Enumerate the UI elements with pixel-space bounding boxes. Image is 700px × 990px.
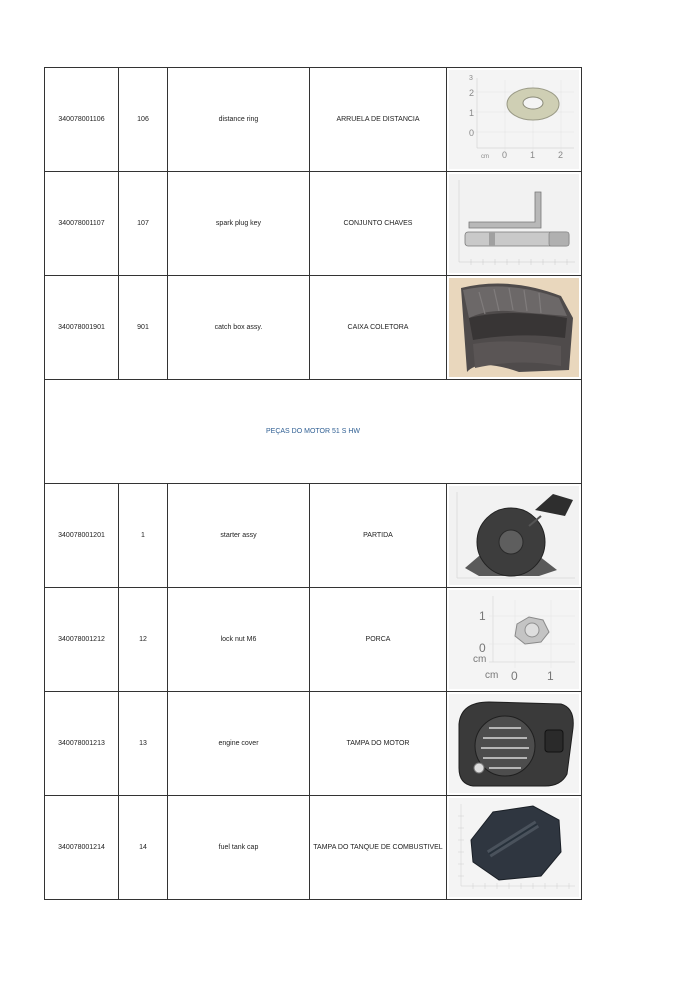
part-code: 340078001901 [45,276,119,380]
position-number: 14 [119,796,168,900]
grass-catcher-photo [449,278,579,377]
description-pt: PARTIDA [310,484,447,588]
position-number: 12 [119,588,168,692]
scale-tick: 0 [502,150,508,160]
washer-photo [449,70,579,169]
fuel-cap-photo [449,798,579,897]
description-pt: PORCA [310,588,447,692]
scale-tick: 0 [479,641,486,655]
scale-tick: 3 [469,75,473,82]
position-number: 901 [119,276,168,380]
recoil-starter-photo [449,486,579,585]
description-pt: TAMPA DO TANQUE DE COMBUSTIVEL [310,796,447,900]
table-row [45,68,582,172]
scale-tick: 1 [479,609,486,623]
part-image-cell [447,588,582,692]
part-code: 340078001107 [45,172,119,276]
part-image-cell [447,796,582,900]
part-code: 340078001214 [45,796,119,900]
description-pt: ARRUELA DE DISTANCIA [310,68,447,172]
table-row [45,276,582,380]
description-en: fuel tank cap [168,796,310,900]
scale-tick: 2 [558,150,564,160]
lock-nut-photo [449,590,579,689]
position-number: 106 [119,68,168,172]
table-row [45,692,582,796]
scale-unit: cm [473,654,487,665]
part-code: 340078001201 [45,484,119,588]
table-row [45,588,582,692]
part-code: 340078001213 [45,692,119,796]
part-image-cell [447,692,582,796]
scale-tick: cm [481,154,489,160]
section-header-row [45,380,582,484]
description-en: distance ring [168,68,310,172]
scale-tick: 1 [547,669,554,683]
table-row [45,796,582,900]
part-image-cell [447,484,582,588]
position-number: 13 [119,692,168,796]
part-code: 340078001106 [45,68,119,172]
description-en: starter assy [168,484,310,588]
description-en: lock nut M6 [168,588,310,692]
description-en: engine cover [168,692,310,796]
part-code: 340078001212 [45,588,119,692]
description-pt: CAIXA COLETORA [310,276,447,380]
description-pt: CONJUNTO CHAVES [310,172,447,276]
part-image-cell [447,172,582,276]
description-pt: TAMPA DO MOTOR [310,692,447,796]
scale-tick: 1 [530,150,536,160]
scale-tick: 0 [511,669,518,683]
part-image-cell [447,68,582,172]
engine-cover-photo [449,694,579,793]
position-number: 107 [119,172,168,276]
spark-plug-wrench-photo [449,174,579,273]
part-image-cell [447,276,582,380]
section-title: PEÇAS DO MOTOR 51 S HW [45,380,582,484]
description-en: spark plug key [168,172,310,276]
scale-tick: 1 [469,108,475,118]
table-row [45,484,582,588]
description-en: catch box assy. [168,276,310,380]
scale-tick: 2 [469,88,475,98]
parts-table [44,67,582,900]
scale-tick: cm [485,670,499,681]
scale-tick: 0 [469,128,475,138]
table-row [45,172,582,276]
position-number: 1 [119,484,168,588]
